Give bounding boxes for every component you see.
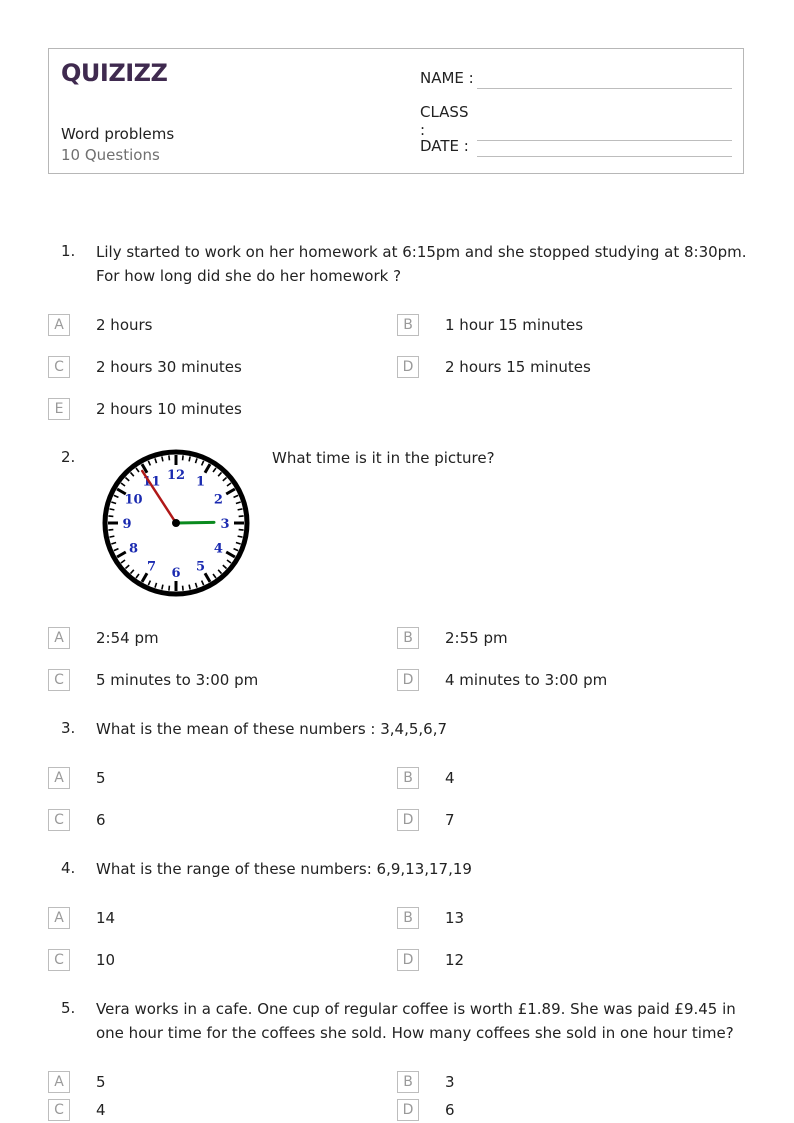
option-letter: C [48, 356, 70, 378]
clock-numeral: 11 [142, 474, 161, 490]
minute-tick [239, 530, 244, 531]
option-text: 2 hours 30 minutes [96, 358, 242, 376]
option-letter: B [397, 627, 419, 649]
clock-numeral: 2 [213, 492, 223, 508]
option-letter: A [48, 767, 70, 789]
option-letter: C [48, 949, 70, 971]
clock-numeral: 7 [146, 559, 157, 575]
hour-hand [176, 522, 214, 523]
question-count: 10 Questions [61, 146, 160, 164]
question-text: Lily started to work on her homework at 6:15pm and she stopped studying at 8:30pm. For how long did she do her homework ? [96, 243, 747, 285]
clock-numeral: 3 [220, 517, 230, 532]
question-number: 3. [61, 719, 76, 737]
option-text: 2 hours [96, 316, 153, 334]
option-text: 2 hours 10 minutes [96, 400, 242, 418]
minute-tick [189, 456, 190, 461]
class-label: CLASS : [420, 103, 469, 139]
minute-tick [108, 530, 113, 531]
clock-numeral: 9 [122, 517, 132, 532]
question-text: What is the mean of these numbers : 3,4,5,6,7 [96, 720, 448, 738]
option-letter: A [48, 627, 70, 649]
clock-numeral: 6 [171, 566, 181, 581]
name-field[interactable] [420, 69, 477, 87]
date-label: DATE : [420, 137, 469, 155]
minute-tick [183, 586, 184, 591]
option-text: 2 hours 15 minutes [445, 358, 591, 376]
option-text: 5 [96, 1073, 106, 1091]
option-text: 5 minutes to 3:00 pm [96, 671, 259, 689]
option-letter: B [397, 767, 419, 789]
minute-tick [169, 455, 170, 460]
option-text: 1 hour 15 minutes [445, 316, 584, 334]
option-text: 5 [96, 769, 106, 787]
name-line [477, 87, 732, 89]
option-text: 12 [445, 951, 465, 969]
option-text: 3 [445, 1073, 455, 1091]
question-text: Vera works in a cafe. One cup of regular coffee is worth £1.89. She was paid £9.45 in one hour time for the coffees she sold. How many coffees she sold in one hour time? [96, 1000, 736, 1042]
option-letter: B [397, 314, 419, 336]
worksheet-header [48, 48, 744, 174]
option-letter: B [397, 1071, 419, 1093]
question-number: 4. [61, 859, 76, 877]
question-number: 2. [61, 448, 76, 466]
minute-tick [162, 456, 163, 461]
clock-numeral: 1 [195, 474, 206, 490]
option-text: 6 [445, 1101, 455, 1119]
clock-numeral: 5 [195, 559, 206, 575]
worksheet-title: Word problems [61, 125, 175, 143]
option-letter: A [48, 907, 70, 929]
option-letter: D [397, 949, 419, 971]
option-letter: E [48, 398, 70, 420]
option-letter: D [397, 356, 419, 378]
option-letter: C [48, 809, 70, 831]
clock-numeral: 8 [129, 541, 139, 557]
minute-tick [239, 516, 244, 517]
minute-tick [238, 509, 243, 510]
option-letter: C [48, 669, 70, 691]
quizizz-logo: QUIZIZZ [61, 59, 168, 87]
option-letter: D [397, 809, 419, 831]
option-text: 7 [445, 811, 455, 829]
clock-numeral: 4 [213, 541, 223, 557]
clock-numeral: 12 [166, 468, 186, 483]
minute-tick [109, 509, 114, 510]
option-text: 4 minutes to 3:00 pm [445, 671, 608, 689]
minute-tick [109, 536, 114, 537]
clock-numeral: 10 [124, 492, 143, 508]
question-text: What time is it in the picture? [272, 449, 495, 467]
option-letter: A [48, 314, 70, 336]
minute-tick [189, 585, 190, 590]
name-label: NAME : [420, 69, 474, 87]
option-letter: D [397, 669, 419, 691]
class-field[interactable] [420, 103, 477, 139]
minute-tick [169, 586, 170, 591]
option-letter: A [48, 1071, 70, 1093]
option-text: 4 [96, 1101, 106, 1119]
clock-image [101, 448, 251, 598]
option-letter: D [397, 1099, 419, 1121]
option-text: 13 [445, 909, 465, 927]
option-text: 10 [96, 951, 116, 969]
option-letter: C [48, 1099, 70, 1121]
minute-tick [238, 536, 243, 537]
question-number: 1. [61, 242, 76, 260]
question-number: 5. [61, 999, 76, 1017]
date-field[interactable] [420, 137, 477, 155]
option-text: 14 [96, 909, 116, 927]
date-line [477, 155, 732, 157]
option-text: 4 [445, 769, 455, 787]
minute-tick [183, 455, 184, 460]
option-text: 2:55 pm [445, 629, 508, 647]
option-letter: B [397, 907, 419, 929]
option-text: 6 [96, 811, 106, 829]
question-text: What is the range of these numbers: 6,9,13,17,19 [96, 860, 472, 878]
option-text: 2:54 pm [96, 629, 159, 647]
clock-center [172, 519, 180, 527]
minute-tick [108, 516, 113, 517]
minute-tick [162, 585, 163, 590]
class-line [477, 139, 732, 141]
